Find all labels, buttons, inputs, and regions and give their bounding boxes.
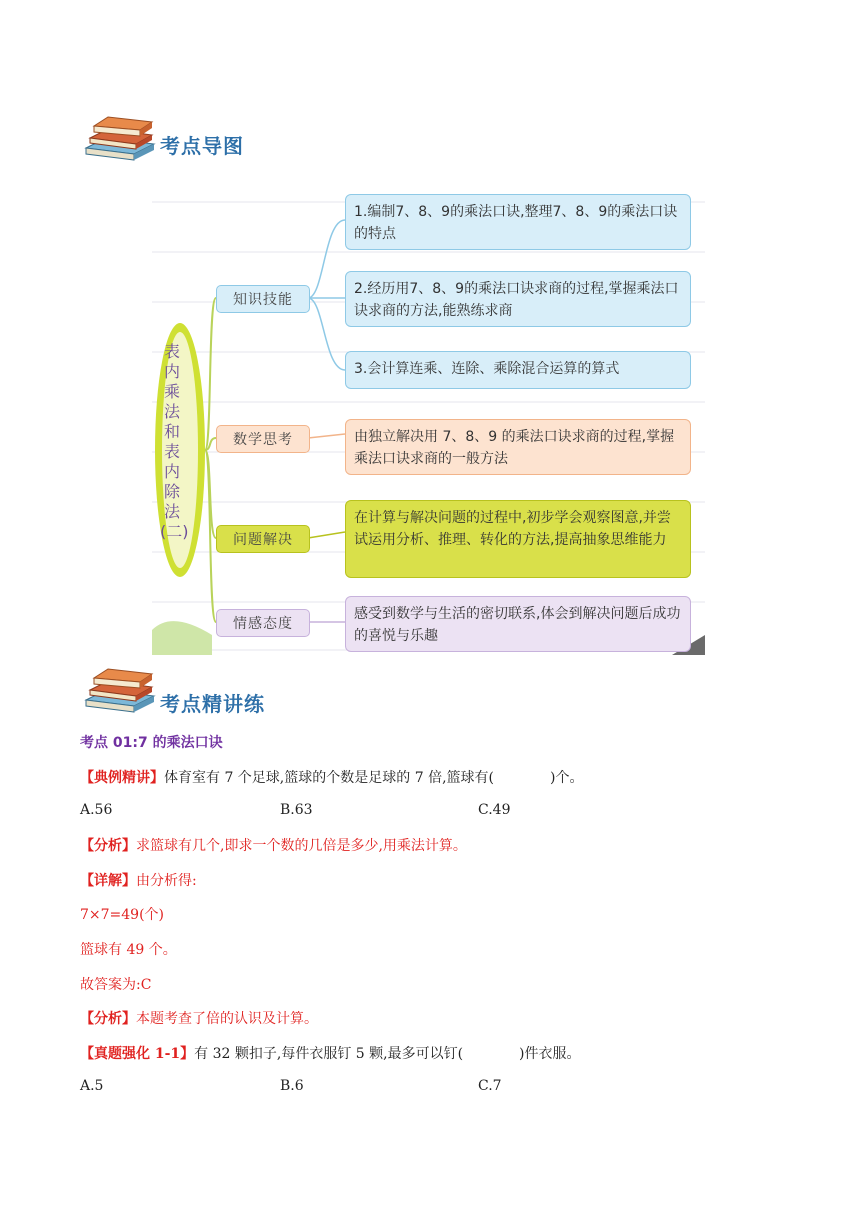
mind-map (152, 190, 705, 655)
attitude-item: 感受到数学与生活的密切联系,体会到解决问题后成功的喜悦与乐趣 (345, 596, 691, 652)
section-title: 考点导图 (160, 134, 244, 158)
example-question-text: 体育室有 7 个足球,篮球的个数是足球的 7 倍,篮球有( )个。 (164, 770, 584, 786)
option-a: A.5 (80, 1078, 104, 1094)
knowledge-item-2: 2.经历用7、8、9的乘法口诀求商的过程,掌握乘法口诀求商的方法,能熟练求商 (345, 271, 691, 327)
detail-tag: 【详解】 (80, 873, 136, 889)
practice-tag: 【真题强化 1-1】 (80, 1046, 195, 1062)
category-math-thinking: 数学思考 (216, 425, 310, 453)
calc-result: 篮球有 49 个。 (80, 942, 177, 958)
example-question (80, 768, 583, 788)
analysis-tag: 【分析】 (80, 838, 136, 854)
option-b: B.6 (280, 1078, 304, 1094)
analysis (80, 836, 467, 856)
thinking-item: 由独立解决用 7、8、9 的乘法口诀求商的过程,掌握乘法口诀求商的一般方法 (345, 419, 691, 475)
topic-title: 考点 01:7 的乘法口诀 (80, 735, 223, 751)
books-icon (82, 108, 158, 164)
review (80, 1009, 318, 1029)
detail-text: 由分析得: (136, 873, 197, 889)
review-tag: 【分析】 (80, 1011, 136, 1027)
category-problem-solving: 问题解决 (216, 525, 310, 553)
option-b: B.63 (280, 802, 313, 818)
knowledge-item-1: 1.编制7、8、9的乘法口诀,整理7、8、9的乘法口诀的特点 (345, 194, 691, 250)
section-title: 考点精讲练 (160, 692, 265, 716)
problem-solving-item: 在计算与解决问题的过程中,初步学会观察图意,并尝试运用分析、推理、转化的方法,提高抽象思维能力 (345, 500, 691, 578)
books-icon (82, 660, 158, 716)
option-a: A.56 (80, 802, 113, 818)
category-attitude: 情感态度 (216, 609, 310, 637)
knowledge-item-3: 3.会计算连乘、连除、乘除混合运算的算式 (345, 351, 691, 389)
mind-map-root-label: 表内乘法和表内除法(二) (160, 342, 189, 541)
answer: 故答案为:C (80, 977, 152, 993)
calc-step: 7×7=49(个) (80, 907, 165, 923)
practice-options (80, 1078, 640, 1098)
category-knowledge-skills: 知识技能 (216, 285, 310, 313)
example-options (80, 802, 640, 822)
option-c: C.49 (478, 802, 511, 818)
detail (80, 871, 197, 891)
review-text: 本题考查了倍的认识及计算。 (136, 1011, 318, 1027)
analysis-text: 求篮球有几个,即求一个数的几倍是多少,用乘法计算。 (136, 838, 467, 854)
option-c: C.7 (478, 1078, 502, 1094)
section-header-practice (82, 660, 342, 720)
example-tag: 【典例精讲】 (80, 770, 164, 786)
section-header-mindmap (82, 108, 342, 168)
practice-question (80, 1044, 581, 1064)
practice-question-text: 有 32 颗扣子,每件衣服钉 5 颗,最多可以钉( )件衣服。 (194, 1046, 581, 1062)
